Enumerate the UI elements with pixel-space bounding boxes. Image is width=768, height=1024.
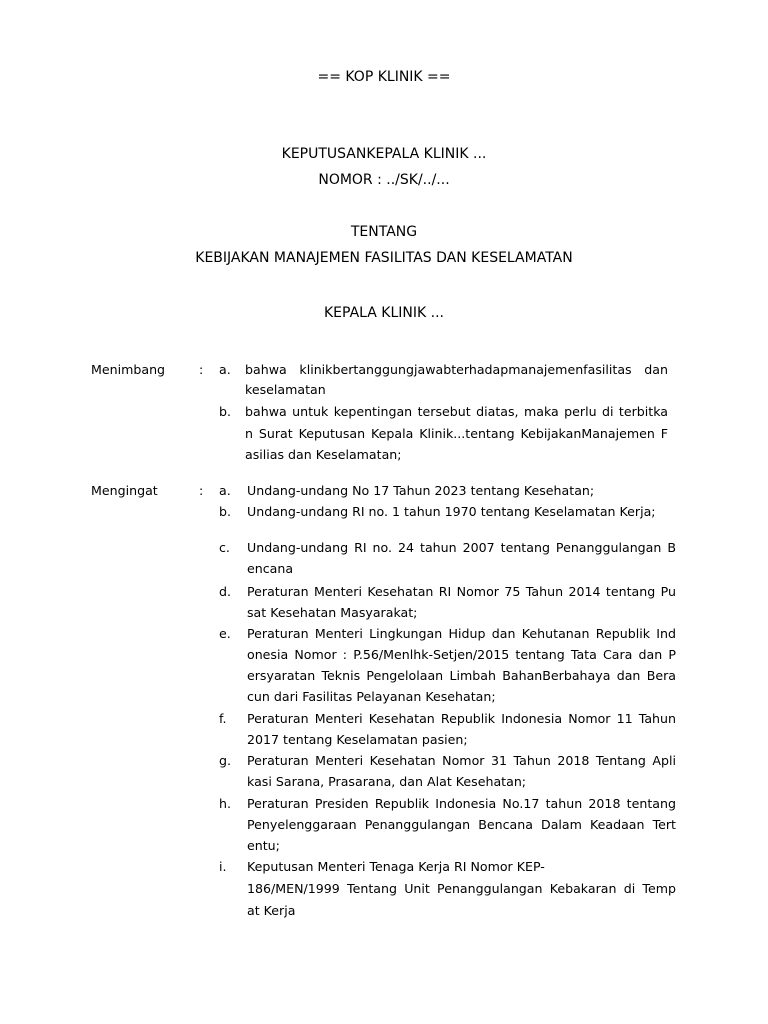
letterhead-placeholder: == KOP KLINIK == xyxy=(317,69,451,85)
mengingat-item-line: onesia Nomor : P.56/Menlhk-Setjen/2015 tentang Tata Cara dan P xyxy=(247,647,676,662)
menimbang-item-letter: b. xyxy=(219,404,231,419)
mengingat-item-letter: i. xyxy=(219,859,227,874)
mengingat-item-line: Peraturan Menteri Kesehatan Republik Indonesia Nomor 11 Tahun xyxy=(247,711,676,726)
menimbang-item-line: keselamatan xyxy=(245,382,326,397)
mengingat-item-line: sat Kesehatan Masyarakat; xyxy=(247,605,418,620)
mengingat-item-line: 186/MEN/1999 Tentang Unit Penanggulangan Kebakaran di Temp xyxy=(247,881,676,896)
mengingat-item-line: Peraturan Menteri Lingkungan Hidup dan Kehutanan Republik Ind xyxy=(247,626,676,641)
mengingat-item-letter: e. xyxy=(219,626,231,641)
decree-subject: KEBIJAKAN MANAJEMEN FASILITAS DAN KESELAMATAN xyxy=(195,250,573,266)
mengingat-item-line: Peraturan Menteri Kesehatan Nomor 31 Tahun 2018 Tentang Apli xyxy=(247,753,676,768)
issuer-heading: KEPALA KLINIK ... xyxy=(324,305,444,321)
tentang-heading: TENTANG xyxy=(350,224,418,240)
menimbang-item-line: n Surat Keputusan Kepala Klinik...tentang KebijakanManajemen F xyxy=(245,426,668,441)
menimbang-item-line: bahwa klinikbertanggungjawabterhadapmanajemenfasilitas dan xyxy=(245,362,668,377)
mengingat-item-line: Peraturan Presiden Republik Indonesia No.17 tahun 2018 tentang xyxy=(247,796,676,811)
decree-title: KEPUTUSANKEPALA KLINIK ... xyxy=(281,146,487,162)
mengingat-item-letter: b. xyxy=(219,504,231,519)
mengingat-item-line: Keputusan Menteri Tenaga Kerja RI Nomor KEP- xyxy=(247,859,545,874)
menimbang-item-line: asilias dan Keselamatan; xyxy=(245,447,402,462)
mengingat-item-line: ersyaratan Teknis Pengelolaan Limbah BahanBerbahaya dan Bera xyxy=(247,668,676,683)
mengingat-item-line: Penyelenggaraan Penanggulangan Bencana Dalam Keadaan Tert xyxy=(247,817,676,832)
menimbang-item-line: bahwa untuk kepentingan tersebut diatas, maka perlu di terbitka xyxy=(245,404,668,419)
mengingat-item-line: Undang-undang RI no. 1 tahun 1970 tentang Keselamatan Kerja; xyxy=(247,504,656,519)
mengingat-item-line: Undang-undang RI no. 24 tahun 2007 tentang Penanggulangan B xyxy=(247,540,676,555)
menimbang-label: Menimbang xyxy=(91,362,166,377)
mengingat-item-line: at Kerja xyxy=(247,903,296,918)
mengingat-item-line: 2017 tentang Keselamatan pasien; xyxy=(247,732,468,747)
mengingat-item-letter: c. xyxy=(219,540,230,555)
decree-number: NOMOR : ../SK/../... xyxy=(318,172,450,188)
mengingat-item-letter: h. xyxy=(219,796,231,811)
mengingat-item-line: cun dari Fasilitas Pelayanan Kesehatan; xyxy=(247,689,496,704)
mengingat-item-line: Undang-undang No 17 Tahun 2023 tentang Kesehatan; xyxy=(247,483,595,498)
mengingat-item-letter: a. xyxy=(219,483,231,498)
menimbang-item-letter: a. xyxy=(219,362,231,377)
mengingat-label: Mengingat xyxy=(91,483,158,498)
mengingat-item-line: Peraturan Menteri Kesehatan RI Nomor 75 Tahun 2014 tentang Pu xyxy=(247,584,676,599)
mengingat-item-letter: g. xyxy=(219,753,231,768)
mengingat-item-line: encana xyxy=(247,561,294,576)
mengingat-item-line: entu; xyxy=(247,838,280,853)
mengingat-item-letter: d. xyxy=(219,584,231,599)
menimbang-colon: : xyxy=(199,362,204,377)
mengingat-colon: : xyxy=(199,483,204,498)
mengingat-item-line: kasi Sarana, Prasarana, dan Alat Kesehatan; xyxy=(247,774,527,789)
mengingat-item-letter: f. xyxy=(219,711,227,726)
